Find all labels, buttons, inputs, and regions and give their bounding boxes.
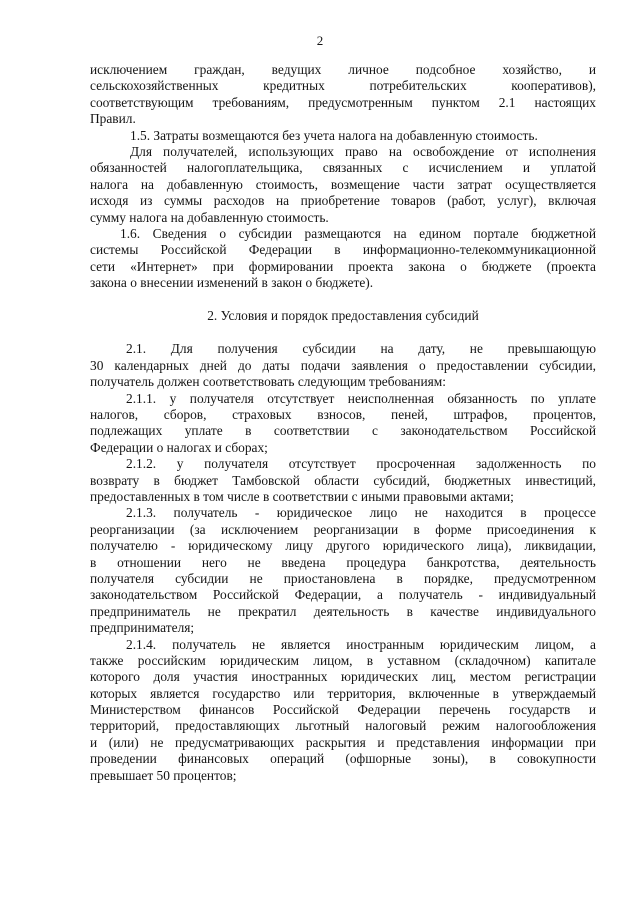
text-line: системы Российской Федерации в информационно-телекоммуникационной: [90, 242, 596, 258]
section-2-body: [90, 341, 596, 784]
para-2-1-3: [90, 505, 596, 636]
spacer: [90, 291, 596, 307]
text-line: реорганизации (за исключением реорганизации в форме присоединения к: [90, 521, 596, 537]
text-line: которых является государство или территория, включенные в утверждаемый: [90, 685, 596, 701]
text-line: территорий, предоставляющих льготный налоговый режим налогообложения: [90, 718, 596, 734]
text-line: которого доля участия иностранных юридических лиц, местом регистрации: [90, 669, 596, 685]
text-line: Для получателей, использующих право на освобождение от исполнения: [130, 143, 596, 159]
text-line: налога на добавленную стоимость, возмещение части затрат осуществляется: [90, 176, 596, 192]
para-2-1-1: [90, 391, 596, 457]
text-line: Правил.: [90, 111, 136, 127]
text-line: получатель должен соответствовать следующим требованиям:: [90, 374, 446, 390]
text-line: соответствующим требованиям, предусмотренным пунктом 2.1 настоящих: [90, 94, 596, 110]
para-1-5-vat: [90, 144, 596, 226]
text-line: 2.1. Для получения субсидии на дату, не превышающую: [126, 341, 596, 357]
page-number: 2: [316, 33, 324, 48]
text-line: 2.1.1. у получателя отсутствует неисполненная обязанность по уплате: [126, 390, 596, 406]
text-line: предоставленных в том числе в соответствии с иными правовыми актами;: [90, 488, 514, 504]
text-line: получателя субсидии не приостановлена в порядке, предусмотренном: [90, 570, 596, 586]
text-line: обязанностей налогоплательщика, связанных с исчислением и уплатой: [90, 160, 596, 176]
text-line: возврату в бюджет Тамбовской области субсидий, бюджетных инвестиций,: [90, 472, 596, 488]
text-line: предпринимателя;: [90, 620, 195, 636]
text-line: сельскохозяйственных кредитных потребительских кооперативов),: [90, 78, 596, 94]
text-line: налогов, сборов, страховых взносов, пеней, штрафов, процентов,: [90, 407, 596, 423]
text-line: 2.1.4. получатель не является иностранным юридическим лицом, а: [126, 636, 596, 652]
text-line: в отношении него не введена процедура банкротства, деятельность: [90, 554, 596, 570]
para-1-6: [90, 226, 596, 292]
text-line: 2.1.2. у получателя отсутствует просроченная задолженность по: [126, 456, 596, 472]
para-2-1-4: [90, 637, 596, 785]
section-2-heading: 2. Условия и порядок предоставления субсидий: [207, 308, 479, 324]
text-line: превышает 50 процентов;: [90, 767, 237, 783]
para-2-1: [90, 341, 596, 390]
text-line: 1.5. Затраты возмещаются без учета налога на добавленную стоимость.: [130, 127, 538, 143]
text-line: 2.1.3. получатель - юридическое лицо не находится в процессе: [126, 505, 596, 521]
text-line: предприниматель не прекратил деятельность в качестве индивидуального: [90, 603, 596, 619]
text-line: Федерации о налогах и сборах;: [90, 439, 268, 455]
text-line: получателю - юридическому лицу другого юридического лица), ликвидации,: [90, 538, 596, 554]
text-line: сумму налога на добавленную стоимость.: [90, 209, 329, 225]
text-line: исходя из суммы расходов на приобретение товаров (работ, услуг), включая: [90, 193, 596, 209]
para-1-5: [90, 128, 596, 144]
text-line: 1.6. Сведения о субсидии размещаются на едином портале бюджетной: [120, 225, 596, 241]
text-line: также российским юридическим лицом, в уставном (складочном) капитале: [90, 652, 596, 668]
document-body: [90, 62, 596, 784]
text-line: исключением граждан, ведущих личное подсобное хозяйство, и: [90, 62, 596, 77]
text-line: Министерством финансов Российской Федерации перечень государств и: [90, 702, 596, 718]
text-line: законодательством Российской Федерации, а получатель - индивидуальный: [90, 587, 596, 603]
text-line: подлежащих уплате в соответствии с законодательством Российской: [90, 423, 596, 439]
text-line: 30 календарных дней до даты подачи заявления о предоставлении субсидии,: [90, 357, 596, 373]
text-line: сети «Интернет» при формировании проекта закона о бюджете (проекта: [90, 258, 596, 274]
para-1-4-tail: [90, 62, 596, 128]
text-line: проведении финансовых операций (офшорные зоны), в совокупности: [90, 751, 596, 767]
para-2-1-2: [90, 456, 596, 505]
text-line: и (или) не предусматривающих раскрытия и представления информации при: [90, 734, 596, 750]
spacer: [90, 325, 596, 341]
text-line: закона о внесении изменений в закон о бюджете).: [90, 275, 374, 291]
section-1-tail: [90, 62, 596, 291]
